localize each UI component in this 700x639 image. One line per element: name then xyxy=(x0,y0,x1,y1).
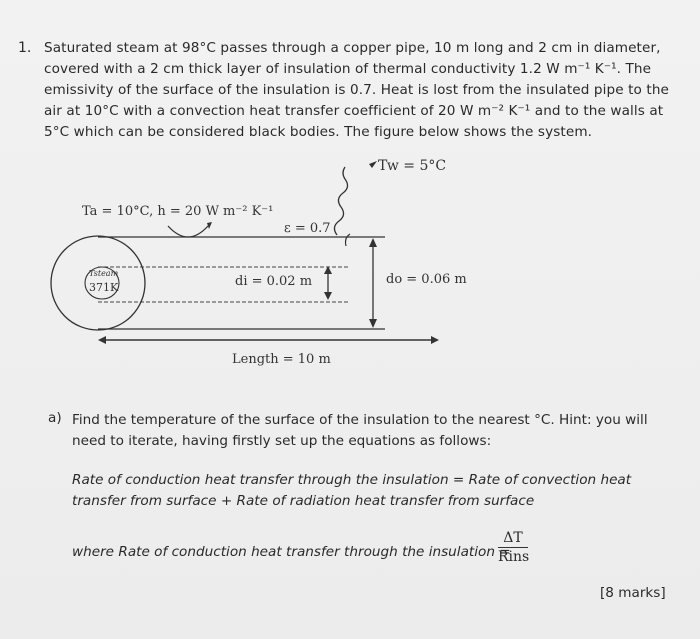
do-arrowhead-top xyxy=(369,238,377,247)
di-arrowhead-top xyxy=(324,266,332,274)
convection-arrowhead xyxy=(207,222,212,229)
convection-arrow xyxy=(168,226,208,237)
pipe-figure xyxy=(40,150,480,380)
equation-line: Rate of conduction heat transfer through the insulation = Rate of convection heat xyxy=(72,472,632,488)
where-text: where Rate of conduction heat transfer through the insulation = xyxy=(72,544,511,560)
length-arrowhead-right xyxy=(431,336,439,344)
conduction-fraction xyxy=(498,530,528,565)
question-line: air at 10°C with a convection heat transfer coefficient of 20 W m⁻² K⁻¹ and to the walls at xyxy=(44,103,664,119)
question-number: 1. xyxy=(18,40,32,56)
length-arrowhead-left xyxy=(98,336,106,344)
question-text xyxy=(44,38,684,143)
question-line: Saturated steam at 98°C passes through a copper pipe, 10 m long and 2 cm in diameter, xyxy=(44,40,661,56)
pipe-diagram xyxy=(40,150,480,380)
emissivity-marker xyxy=(346,234,351,246)
di-arrowhead-bottom xyxy=(324,292,332,300)
emissivity-label: ε = 0.7 xyxy=(284,221,331,236)
do-arrowhead-bottom xyxy=(369,319,377,328)
question-line: 5°C which can be considered black bodies. The figure below shows the system. xyxy=(44,124,593,140)
radiation-wave xyxy=(334,167,347,235)
question-line: emissivity of the surface of the insulation is 0.7. Heat is lost from the insulated pipe to the xyxy=(44,82,670,98)
equation-line: transfer from surface + Rate of radiation heat transfer from surface xyxy=(72,493,535,509)
wall-temp-label: Tw = 5°C xyxy=(378,158,447,174)
fraction-denominator: Rins xyxy=(498,549,530,565)
part-a-text xyxy=(72,410,648,452)
steam-label: Tsteam xyxy=(89,269,119,278)
energy-balance-equation xyxy=(72,470,631,512)
air-conditions-label: Ta = 10°C, h = 20 W m⁻² K⁻¹ xyxy=(82,204,274,219)
inner-diameter-label: di = 0.02 m xyxy=(235,274,313,289)
length-label: Length = 10 m xyxy=(232,352,331,367)
steam-temp: 371K xyxy=(89,281,119,294)
part-a-line: need to iterate, having firstly set up the equations as follows: xyxy=(72,433,492,449)
fraction-numerator: ΔT xyxy=(498,530,528,548)
part-a-label: a) xyxy=(48,410,62,426)
question-line: covered with a 2 cm thick layer of insulation of thermal conductivity 1.2 W m⁻¹ K⁻¹. The xyxy=(44,61,652,77)
part-a-line: Find the temperature of the surface of the insulation to the nearest °C. Hint: you will xyxy=(72,412,648,428)
marks-label: [8 marks] xyxy=(600,585,666,601)
outer-diameter-label: do = 0.06 m xyxy=(386,272,467,287)
radiation-arrowhead xyxy=(369,161,377,168)
